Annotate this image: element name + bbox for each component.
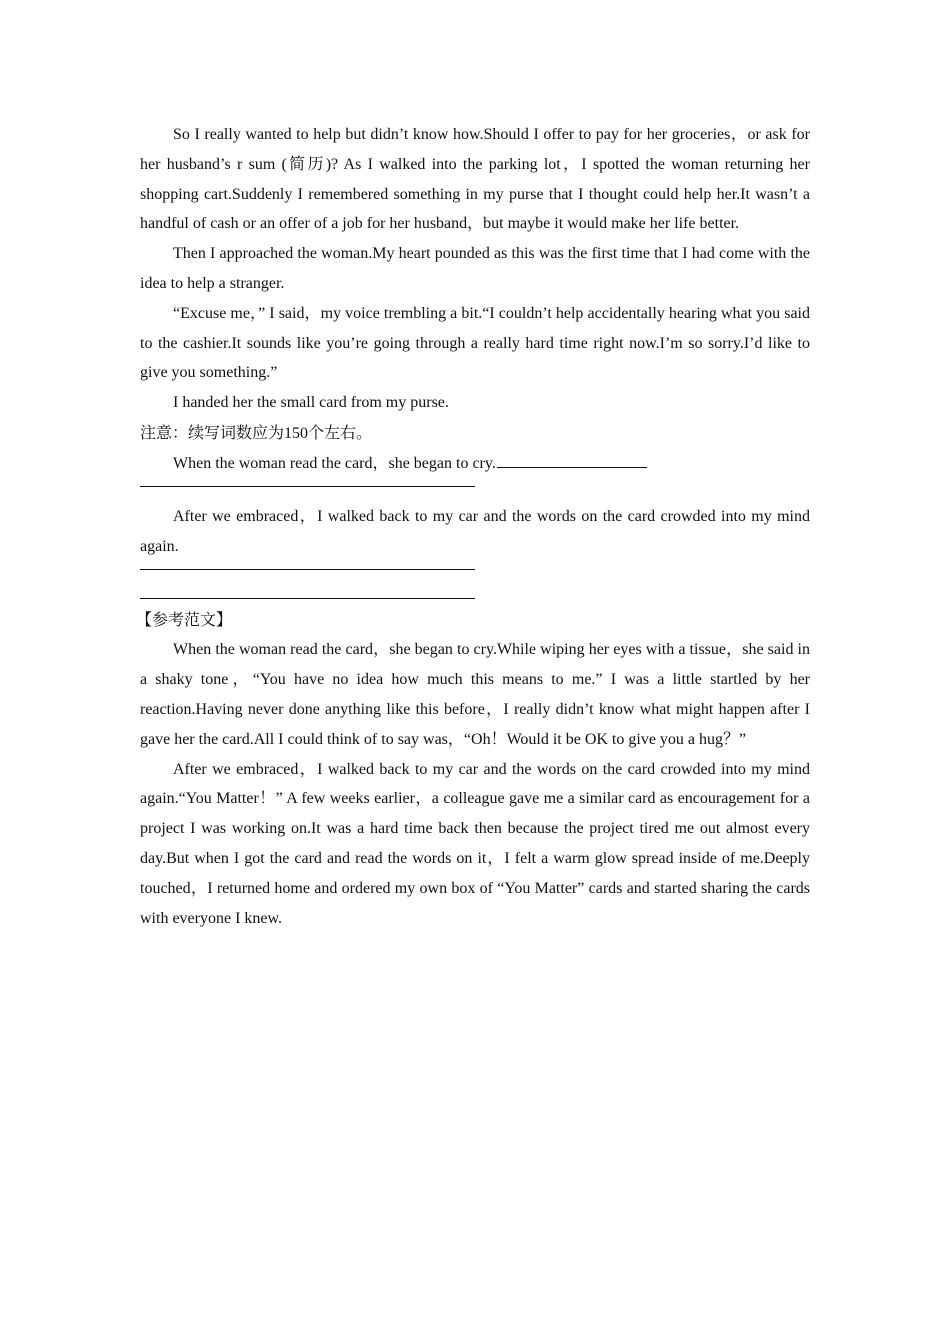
continuation-start-2: After we embraced，I walked back to my car and the words on the card crowded into my mind again. bbox=[140, 507, 810, 555]
prompt-paragraph-1: So I really wanted to help but didn’t know how.Should I offer to pay for her groceries，or ask for her husband’s r sum (简历)? As I walked into the parking lot，I spotted the woman returning her shopping cart.Suddenly I remembered something in my purse that I thought could help her.It wasn’t a handful of cash or an offer of a job for her husband，but maybe it would make her life better. bbox=[140, 126, 810, 233]
prompt-paragraph-3: “Excuse me，” I said，my voice trembling a bit.“I couldn’t help accidentally hearing what you said to the cashier.It sounds like you’re going through a really hard time right now.I’m so sorry.I’d like to give you something.” bbox=[140, 304, 810, 382]
continuation-start-1 bbox=[140, 449, 810, 479]
reference-heading: 【参考范文】 bbox=[136, 610, 233, 630]
word-count-note: 注意：续写词数应为150个左右。 bbox=[140, 424, 373, 442]
answer-line-inline bbox=[497, 451, 647, 468]
reference-paragraph-1: When the woman read the card，she began to cry.While wiping her eyes with a tissue，she said in a shaky tone，“You have no idea how much this means to me.” I was a little startled by her reaction.Having never done anything like this before，I really didn’t know what might happen after I gave her the card.All I could think of to say was，“Oh！Would it be OK to give you a hug？” bbox=[140, 641, 810, 748]
prompt-paragraph-4: I handed her the small card from my purse. bbox=[173, 394, 449, 412]
reference-paragraph-2: After we embraced，I walked back to my car and the words on the card crowded into my mind again.“You Matter！” A few weeks earlier，a colleague gave me a similar card as encouragement for a project I was working on.It was a hard time back then because the project tired me out almost every day.But when I got the card and read the words on it，I felt a warm glow spread inside of me.Deeply touched，I returned home and ordered my own box of “You Matter” cards and started sharing the cards with everyone I knew. bbox=[140, 760, 810, 927]
answer-line bbox=[140, 569, 475, 570]
answer-line bbox=[140, 598, 475, 599]
continuation-start-1-text: When the woman read the card，she began to cry. bbox=[173, 454, 496, 472]
prompt-paragraph-2: Then I approached the woman.My heart pounded as this was the first time that I had come with the idea to help a stranger. bbox=[140, 245, 810, 292]
answer-line bbox=[140, 486, 475, 487]
document-page bbox=[136, 120, 810, 933]
